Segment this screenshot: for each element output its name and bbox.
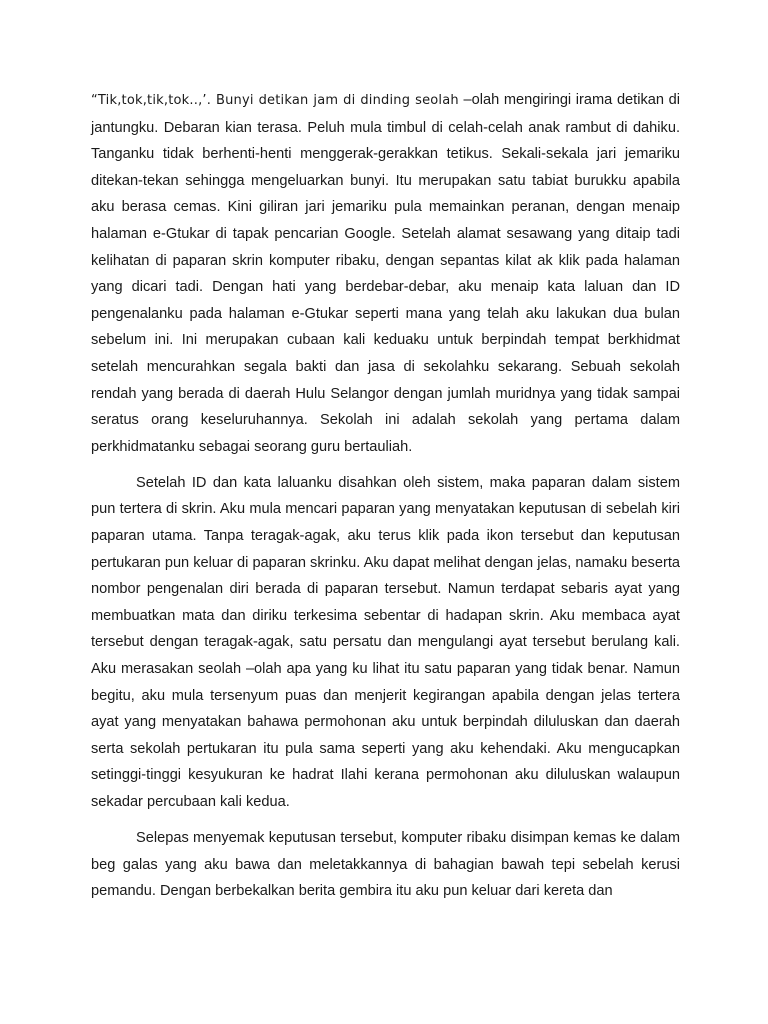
paragraph-1-lead: “Tik,tok,tik,tok..,’. Bunyi detikan jam di dinding seolah bbox=[91, 93, 459, 108]
document-body bbox=[91, 87, 680, 905]
paragraph-1 bbox=[91, 87, 680, 460]
paragraph-3: Selepas menyemak keputusan tersebut, komputer ribaku disimpan kemas ke dalam beg galas yang aku bawa dan meletakkannya di bahagian bawah tepi sebelah kerusi pemandu. Dengan berbekalkan berita gembira itu aku pun keluar dari kereta dan bbox=[91, 830, 680, 900]
paragraph-1-text: –olah mengiringi irama detikan di jantungku. Debaran kian terasa. Peluh mula timbul di celah-celah anak rambut di dahiku. Tanganku tidak berhenti-henti menggerak-gerakkan tetikus. Sekali-sekala jari jemariku ditekan-tekan sehingga mengeluarkan bunyi. Itu merupakan satu tabiat burukku apabila aku berasa cemas. Kini giliran jari jemariku pula memainkan peranan, dengan menaip halaman e-Gtukar di tapak pencarian Google. Setelah alamat sesawang yang ditaip tadi kelihatan di paparan skrin komputer ribaku, dengan sepantas kilat ak klik pada halaman yang dicari tadi. Dengan hati yang berdebar-debar, aku menaip kata laluan dan ID pengenalanku pada halaman e-Gtukar seperti mana yang telah aku lakukan dua bulan sebelum ini. Ini merupakan cubaan kali keduaku untuk berpindah tempat berkhidmat setelah mencurahkan segala bakti dan jasa di sekolahku sekarang. Sebuah sekolah rendah yang berada di daerah Hulu Selangor dengan jumlah muridnya yang tidak sampai seratus orang keseluruhannya. Sekolah ini adalah sekolah yang pertama dalam perkhidmatanku sebagai seorang guru bertauliah. bbox=[91, 92, 681, 455]
paragraph-2: Setelah ID dan kata laluanku disahkan oleh sistem, maka paparan dalam sistem pun tertera di skrin. Aku mula mencari paparan yang menyatakan keputusan di sebelah kiri paparan utama. Tanpa teragak-agak, aku terus klik pada ikon tersebut dan keputusan pertukaran pun keluar di paparan skrinku. Aku dapat melihat dengan jelas, namaku beserta nombor pengenalan diri berada di paparan tersebut. Namun terdapat sebaris ayat yang membuatkan mata dan diriku terkesima sebentar di hadapan skrin. Aku membaca ayat tersebut dengan teragak-agak, satu persatu dan mengulangi ayat tersebut berulang kali. Aku merasakan seolah –olah apa yang ku lihat itu satu paparan yang tidak benar. Namun begitu, aku mula tersenyum puas dan menjerit kegirangan apabila dengan jelas tertera ayat yang menyatakan bahawa permohonan aku untuk berpindah diluluskan dan daerah serta sekolah pertukaran itu pula sama seperti yang aku kehendaki. Aku mengucapkan setinggi-tinggi kesyukuran ke hadrat Ilahi kerana permohonan aku diluluskan walaupun sekadar percubaan kali kedua. bbox=[91, 474, 680, 810]
